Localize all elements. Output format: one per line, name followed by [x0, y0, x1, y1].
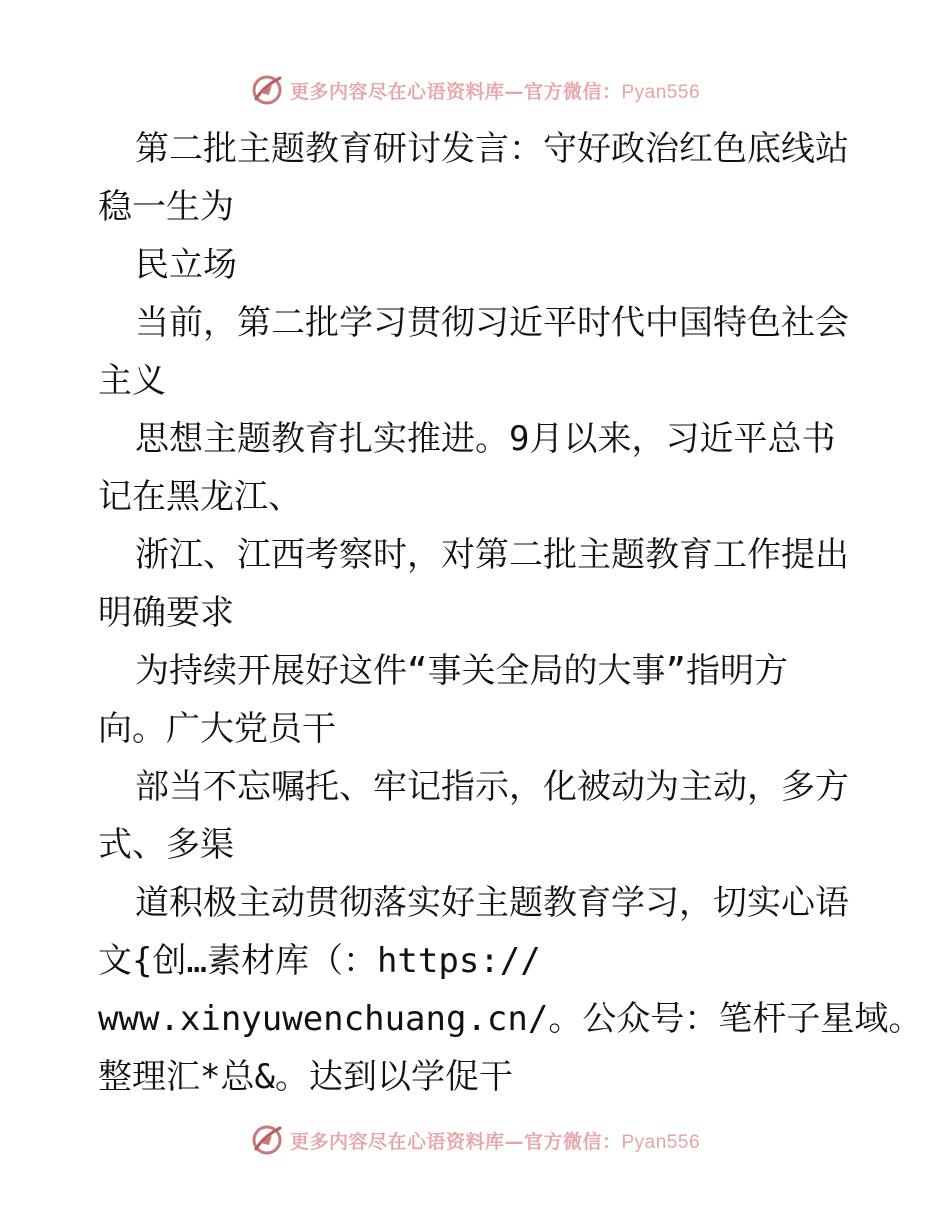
banner-label: 更多内容尽在心语资料库—官方微信：	[289, 80, 622, 103]
body-line: 第二批主题教育研讨发言：守好政治红色底线站	[135, 129, 849, 169]
header-banner	[0, 70, 950, 110]
body-line: 向。广大党员干	[98, 709, 336, 749]
body-line: www.xinyuwenchuang.cn/。公众号：笔杆子星域。	[98, 999, 923, 1039]
body-line: 文{创…素材库（：https://	[98, 941, 541, 981]
pen-swirl-logo-icon	[250, 1123, 284, 1157]
body-line: 当前，第二批学习贯彻习近平时代中国特色社会	[135, 303, 849, 343]
banner-account: Pyan556	[621, 1131, 701, 1153]
banner-text	[290, 77, 700, 104]
body-line: 稳一生为	[98, 187, 234, 227]
body-line: 主义	[98, 361, 166, 401]
footer-banner	[0, 1120, 950, 1160]
body-line: 民立场	[135, 245, 237, 285]
body-line: 式、多渠	[98, 825, 234, 865]
body-line: 思想主题教育扎实推进。9月以来，习近平总书	[135, 419, 836, 459]
banner-text	[290, 1127, 700, 1154]
banner-account: Pyan556	[621, 81, 701, 103]
pen-swirl-logo-icon	[250, 73, 284, 107]
body-line: 整理汇*总&。达到以学促干	[98, 1057, 513, 1097]
body-line: 道积极主动贯彻落实好主题教育学习，切实心语	[135, 883, 849, 923]
body-line: 部当不忘嘱托、牢记指示，化被动为主动，多方	[135, 767, 849, 807]
banner-label: 更多内容尽在心语资料库—官方微信：	[289, 1130, 622, 1153]
body-line: 记在黑龙江、	[98, 477, 302, 517]
body-line: 为持续开展好这件“事关全局的大事”指明方	[135, 651, 788, 691]
body-line: 明确要求	[98, 593, 234, 633]
body-line: 浙江、江西考察时，对第二批主题教育工作提出	[135, 535, 849, 575]
